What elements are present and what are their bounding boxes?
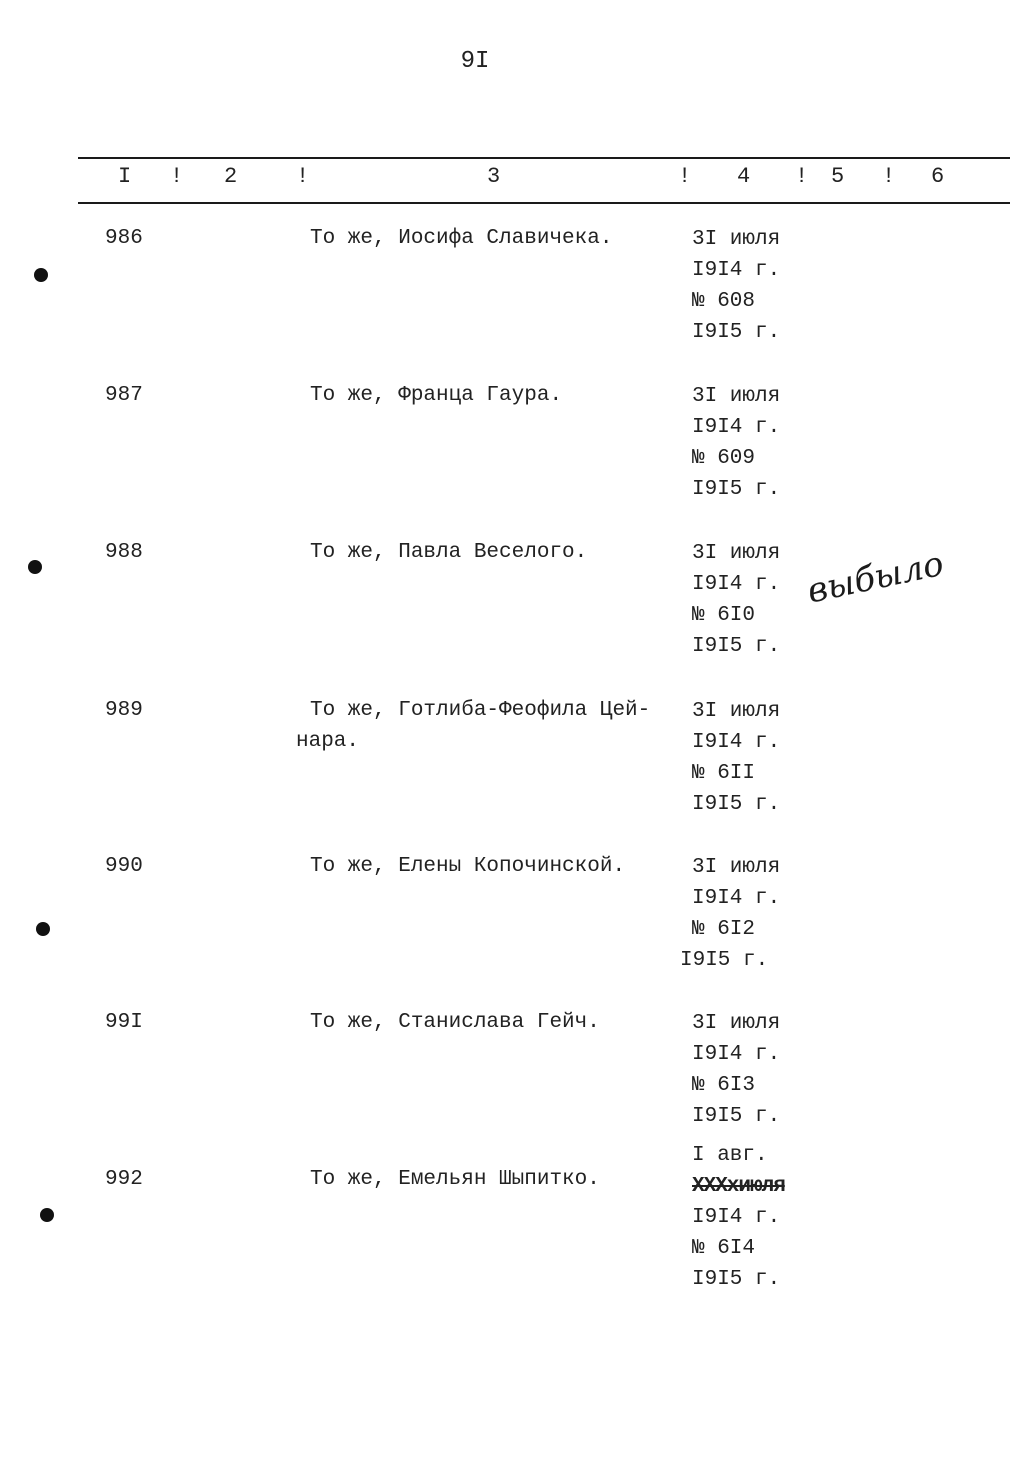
punch-hole [36,922,50,936]
handwritten-note: выбыло [803,543,948,612]
record-number: 990 [105,855,143,878]
date-line: 3I июля [692,385,781,408]
date-line: № 609 [692,447,756,470]
date-line: 3I июля [692,542,781,565]
record-description: То же, Емельян Шыпитко. [310,1168,600,1191]
record-date [692,381,780,505]
date-line: № 6I4 [692,1237,756,1260]
struck-out-date: XXXxиюля [692,1175,785,1198]
record-description: То же, Иосифа Славичека. [310,227,613,250]
date-line: 3I июля [692,856,781,879]
punch-hole [28,560,42,574]
record-number: 99I [105,1011,143,1034]
punch-hole [40,1208,54,1222]
column-separator: ! [795,164,809,189]
date-line: I9I4 г. [692,573,781,596]
date-line: I9I5 г. [692,1268,781,1291]
column-separator: ! [882,164,896,189]
header-bottom-rule [78,202,1010,204]
record-description: То же, Станислава Гейч. [310,1011,600,1034]
date-line: I9I4 г. [692,259,781,282]
date-line: № 6I3 [692,1074,756,1097]
date-line: I9I4 г. [692,1206,781,1229]
date-line: № 608 [692,290,756,313]
date-line: 3I июля [692,228,781,251]
date-line: № 6II [692,762,756,785]
date-line: I9I5 г. [692,321,781,344]
record-description: То же, Готлиба-Феофила Цей- [310,699,651,722]
record-number: 988 [105,541,143,564]
date-line: I9I5 г. [692,1105,781,1128]
column-separator: ! [296,164,310,189]
column-header-2: 2 [224,164,238,189]
date-line: I9I5 г. [692,635,781,658]
column-header-5: 5 [831,164,845,189]
date-line: I9I5 г. [680,949,769,972]
record-number: 987 [105,384,143,407]
record-date [692,538,780,662]
record-number: 986 [105,227,143,250]
record-number: 989 [105,699,143,722]
date-line: 3I июля [692,1012,781,1035]
record-date [692,1140,785,1295]
punch-hole [34,268,48,282]
date-line: I9I5 г. [692,478,781,501]
date-line: I9I5 г. [692,793,781,816]
table-header [0,164,1024,196]
record-date [692,696,780,820]
header-top-rule [78,157,1010,159]
record-description: То же, Елены Копочинской. [310,855,626,878]
column-header-3: 3 [487,164,501,189]
date-line: I9I4 г. [692,1043,781,1066]
record-description-continuation: нара. [296,730,360,753]
date-correction: I авг. [692,1144,768,1167]
column-header-6: 6 [931,164,945,189]
record-number: 992 [105,1168,143,1191]
column-header-1: I [118,164,132,189]
record-description: То же, Франца Гаура. [310,384,563,407]
column-separator: ! [678,164,692,189]
record-date [692,224,780,348]
column-separator: ! [170,164,184,189]
record-date [692,1008,780,1132]
date-line: № 6I2 [692,918,756,941]
date-line: 3I июля [692,700,781,723]
date-line: I9I4 г. [692,731,781,754]
record-date [680,852,781,976]
date-line: I9I4 г. [692,887,781,910]
record-description: То же, Павла Веселого. [310,541,588,564]
page-number: 9I [460,48,490,75]
column-header-4: 4 [737,164,751,189]
date-line: I9I4 г. [692,416,781,439]
date-line: № 6I0 [692,604,756,627]
